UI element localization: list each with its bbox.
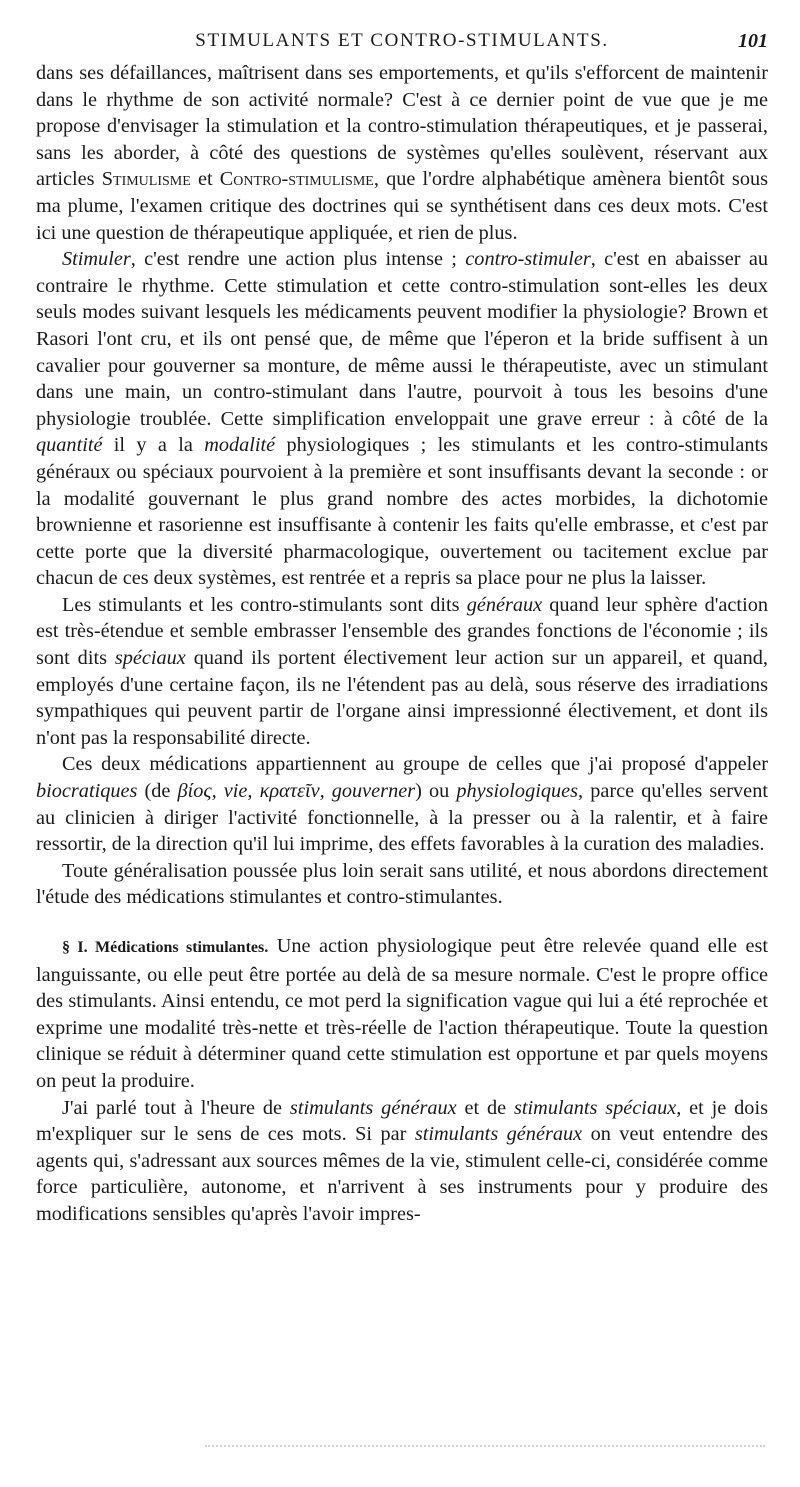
bleed-through-line: [205, 1445, 765, 1453]
greek-etymology: βίος, vie, κρατεῖν, gouverner: [177, 780, 416, 803]
italic-term: stimulants spéciaux: [514, 1096, 677, 1119]
running-title: STIMULANTS ET CONTRO-STIMULANTS.: [195, 30, 609, 51]
italic-term: stimulants généraux: [414, 1123, 583, 1146]
italic-term: physiologiques: [456, 780, 579, 803]
italic-term: quantité: [36, 434, 103, 457]
page-number: 101: [738, 30, 768, 52]
paragraph-1: dans ses défaillances, maîtrisent dans ses emportements, et qu'ils s'efforcent de maintenir dans le rhythme de son activité normale? C'est à ce dernier point de vue que je me propose d'envisager la stimulation et la contro-stimulation thérapeutiques, et je passerai, sans les aborder, à côté des questions de systèmes qu'elles soulèvent, réservant aux articles Stimulisme et Contro-stimulisme, que l'ordre alphabétique amènera bientôt sous ma plume, l'examen critique des doctrines qui se synthétisent dans ces deux mots. C'est ici une question de thérapeutique appliquée, et rien de plus.: [36, 62, 768, 244]
page-header: [36, 30, 768, 56]
italic-term: Stimuler: [62, 248, 131, 271]
paragraph-5: Toute généralisation poussée plus loin serait sans utilité, et nous abordons directement l'étude des médications stimulantes et contro-stimulantes.: [36, 859, 768, 909]
paragraph-3: Les stimulants et les contro-stimulants sont dits généraux quand leur sphère d'action est très-étendue et semble embrasser l'ensemble des grandes fonctions de l'économie ; ils sont dits spéciaux quand ils portent électivement leur action sur un appareil, et quand, employés d'une certaine façon, ils ne l'étendent pas au delà, sous réserve des irradiations sympathiques qui peuvent partir de l'organe ainsi impressionné électivement, et dont ils n'ont pas la responsabilité directe.: [36, 593, 768, 749]
italic-term: contro-stimuler: [465, 248, 591, 271]
italic-term: biocratiques: [36, 780, 138, 803]
small-caps-term: Stimulisme: [101, 168, 191, 191]
italic-term: modalité: [204, 434, 276, 457]
section-1-paragraph: § I. Médications stimulantes. Une action physiologique peut être relevée quand elle est languissante, ou elle peut être portée au delà de sa mesure normale. C'est le propre office des stimulants. Ainsi entendu, ce mot perd la signification vague qui lui a été reprochée et exprime une modalité très-nette et très-réelle de l'action thérapeutique. Toute la question clinique se réduit à déterminer quand cette stimulation est opportune et par quels moyens on peut la produire.: [36, 935, 768, 1092]
italic-term: stimulants généraux: [289, 1096, 457, 1119]
body-text: [36, 60, 768, 1228]
small-caps-term: Contro-stimulisme: [219, 168, 374, 191]
paragraph-7: J'ai parlé tout à l'heure de stimulants généraux et de stimulants spéciaux, et je dois m'expliquer sur le sens de ces mots. Si par stimulants généraux on veut entendre des agents qui, s'adressant aux sources mêmes de la vie, stimulent celle-ci, considérée comme force particulière, autonome, et n'arrivent à ses instruments pour y produire des modifications sensibles qu'après l'avoir impres-: [36, 1096, 768, 1225]
paragraph-2: Stimuler, c'est rendre une action plus intense ; contro-stimuler, c'est en abaisser au contraire le rhythme. Cette stimulation et cette contro-stimulation sont-elles les deux seuls modes suivant lesquels les médicaments peuvent modifier la physiologie? Brown et Rasori l'ont cru, et ils ont pensé que, de même que l'éperon et la bride suffisent à un cavalier pour gouverner sa monture, de même aussi le thérapeutiste, avec un stimulant dans une main, un contro-stimulant dans l'autre, pourvoit à tous les besoins d'une physiologie troublée. Cette simplification enveloppait une grave erreur : à côté de la quantité il y a la modalité physiologiques ; les stimulants et les contro-stimulants généraux ou spéciaux pourvoient à la première et sont insuffisants devant la seconde : or la modalité gouvernant le plus grand nombre des actes morbides, la dichotomie brownienne et rasorienne est insuffisante à contenir les faits qu'elle embrasse, et c'est par cette porte que la diversité pharmacologique, ouvertement ou tacitement exclue par chacun de ces deux systèmes, est rentrée et a repris sa place pour ne plus la laisser.: [36, 248, 768, 590]
italic-term: généraux: [466, 593, 543, 616]
section-heading: § I. Médications stimulantes.: [62, 939, 269, 956]
paragraph-4: Ces deux médications appartiennent au groupe de celles que j'ai proposé d'appeler biocratiques (de βίος, vie, κρατεῖν, gouverner) ou physiologiques, parce qu'elles servent au clinicien à diriger l'activité fonctionnelle, à la presser ou à la ralentir, et à faire ressortir, de la direction qu'il lui imprime, des effets favorables à la curation des maladies.: [36, 753, 768, 856]
italic-term: spéciaux: [114, 647, 186, 670]
